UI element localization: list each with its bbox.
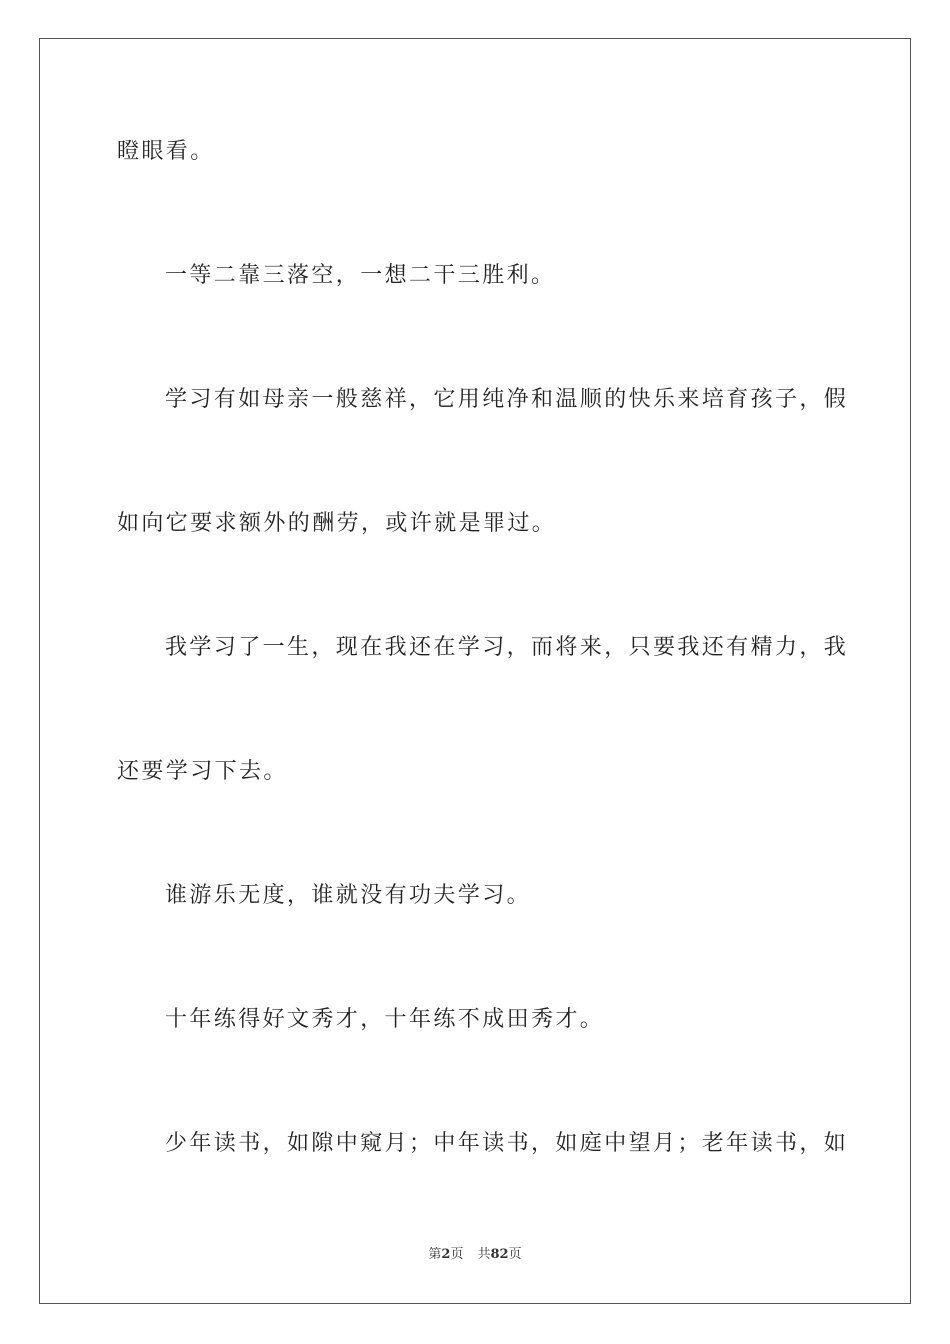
page-suffix: 页 <box>450 1247 464 1262</box>
text-line: 学习有如母亲一般慈祥，它用纯净和温顺的快乐来培育孩子，假 <box>165 387 849 412</box>
total-page-count: 82 <box>490 1247 509 1262</box>
page-prefix: 第 <box>428 1247 442 1262</box>
text-line: 还要学习下去。 <box>117 759 288 784</box>
current-page-number: 2 <box>441 1247 451 1262</box>
text-line: 谁游乐无度，谁就没有功夫学习。 <box>165 883 532 908</box>
text-line: 我学习了一生，现在我还在学习，而将来，只要我还有精力，我 <box>165 635 849 660</box>
text-line: 十年练得好文秀才，十年练不成田秀才。 <box>165 1007 605 1032</box>
text-line: 少年读书，如隙中窥月；中年读书，如庭中望月；老年读书，如 <box>165 1131 849 1156</box>
page-border <box>39 38 911 1304</box>
total-prefix: 共 <box>477 1247 491 1262</box>
total-suffix: 页 <box>508 1247 522 1262</box>
text-line: 一等二靠三落空，一想二干三胜利。 <box>165 263 556 288</box>
text-line: 瞪眼看。 <box>117 139 215 164</box>
text-line: 如向它要求额外的酬劳，或许就是罪过。 <box>117 511 557 536</box>
page-footer <box>0 1247 950 1263</box>
